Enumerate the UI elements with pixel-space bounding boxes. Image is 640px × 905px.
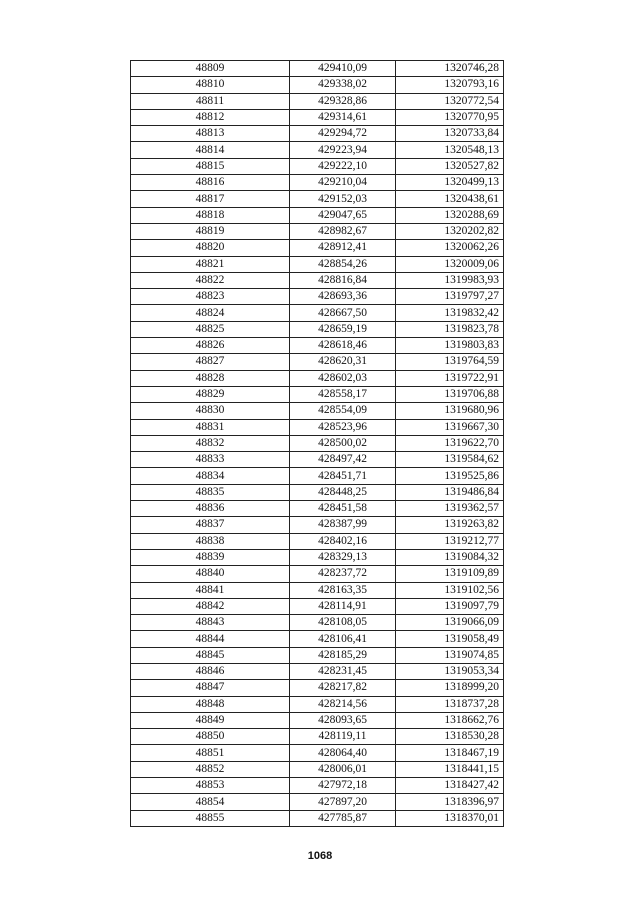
point-id-cell: 48849 xyxy=(131,712,290,728)
x-coordinate-cell: 429210,04 xyxy=(290,175,396,191)
x-coordinate-cell: 429047,65 xyxy=(290,207,396,223)
x-coordinate-cell: 429314,61 xyxy=(290,109,396,125)
table-row xyxy=(131,517,504,533)
point-id-cell: 48852 xyxy=(131,761,290,777)
point-id-cell: 48830 xyxy=(131,403,290,419)
y-coordinate-cell: 1319764,59 xyxy=(396,354,504,370)
table-row xyxy=(131,663,504,679)
table-row xyxy=(131,191,504,207)
x-coordinate-cell: 427897,20 xyxy=(290,794,396,810)
x-coordinate-cell: 428523,96 xyxy=(290,419,396,435)
table-row xyxy=(131,142,504,158)
x-coordinate-cell: 428064,40 xyxy=(290,745,396,761)
table-row xyxy=(131,370,504,386)
y-coordinate-cell: 1320793,16 xyxy=(396,77,504,93)
page-number: 1068 xyxy=(307,850,333,862)
y-coordinate-cell: 1320527,82 xyxy=(396,158,504,174)
table-row xyxy=(131,403,504,419)
point-id-cell: 48851 xyxy=(131,745,290,761)
x-coordinate-cell: 428667,50 xyxy=(290,305,396,321)
x-coordinate-cell: 429223,94 xyxy=(290,142,396,158)
y-coordinate-cell: 1318530,28 xyxy=(396,729,504,745)
table-row xyxy=(131,615,504,631)
y-coordinate-cell: 1319525,86 xyxy=(396,468,504,484)
x-coordinate-cell: 428854,26 xyxy=(290,256,396,272)
x-coordinate-cell: 428237,72 xyxy=(290,566,396,582)
point-id-cell: 48840 xyxy=(131,566,290,582)
coordinates-table-body xyxy=(131,61,504,827)
point-id-cell: 48831 xyxy=(131,419,290,435)
table-row xyxy=(131,223,504,239)
x-coordinate-cell: 428659,19 xyxy=(290,321,396,337)
point-id-cell: 48817 xyxy=(131,191,290,207)
y-coordinate-cell: 1318467,19 xyxy=(396,745,504,761)
y-coordinate-cell: 1320770,95 xyxy=(396,109,504,125)
y-coordinate-cell: 1319109,89 xyxy=(396,566,504,582)
table-row xyxy=(131,272,504,288)
point-id-cell: 48815 xyxy=(131,158,290,174)
point-id-cell: 48820 xyxy=(131,240,290,256)
table-row xyxy=(131,647,504,663)
table-row xyxy=(131,549,504,565)
point-id-cell: 48819 xyxy=(131,223,290,239)
x-coordinate-cell: 428217,82 xyxy=(290,680,396,696)
y-coordinate-cell: 1319102,56 xyxy=(396,582,504,598)
x-coordinate-cell: 428618,46 xyxy=(290,338,396,354)
point-id-cell: 48821 xyxy=(131,256,290,272)
table-row xyxy=(131,240,504,256)
y-coordinate-cell: 1320548,13 xyxy=(396,142,504,158)
x-coordinate-cell: 429338,02 xyxy=(290,77,396,93)
point-id-cell: 48827 xyxy=(131,354,290,370)
table-row xyxy=(131,452,504,468)
point-id-cell: 48811 xyxy=(131,93,290,109)
y-coordinate-cell: 1319803,83 xyxy=(396,338,504,354)
table-row xyxy=(131,810,504,826)
x-coordinate-cell: 427972,18 xyxy=(290,778,396,794)
y-coordinate-cell: 1318999,20 xyxy=(396,680,504,696)
x-coordinate-cell: 427785,87 xyxy=(290,810,396,826)
y-coordinate-cell: 1318441,15 xyxy=(396,761,504,777)
table-row xyxy=(131,484,504,500)
table-row xyxy=(131,598,504,614)
table-row xyxy=(131,533,504,549)
point-id-cell: 48846 xyxy=(131,663,290,679)
x-coordinate-cell: 429410,09 xyxy=(290,61,396,77)
table-row xyxy=(131,501,504,517)
table-row xyxy=(131,321,504,337)
y-coordinate-cell: 1320062,26 xyxy=(396,240,504,256)
point-id-cell: 48813 xyxy=(131,126,290,142)
point-id-cell: 48828 xyxy=(131,370,290,386)
table-row xyxy=(131,761,504,777)
x-coordinate-cell: 429222,10 xyxy=(290,158,396,174)
table-row xyxy=(131,126,504,142)
y-coordinate-cell: 1319584,62 xyxy=(396,452,504,468)
x-coordinate-cell: 428185,29 xyxy=(290,647,396,663)
point-id-cell: 48854 xyxy=(131,794,290,810)
table-row xyxy=(131,77,504,93)
y-coordinate-cell: 1319362,57 xyxy=(396,501,504,517)
table-row xyxy=(131,61,504,77)
point-id-cell: 48816 xyxy=(131,175,290,191)
coordinates-table-wrap xyxy=(130,60,504,827)
point-id-cell: 48822 xyxy=(131,272,290,288)
x-coordinate-cell: 428108,05 xyxy=(290,615,396,631)
point-id-cell: 48818 xyxy=(131,207,290,223)
point-id-cell: 48837 xyxy=(131,517,290,533)
y-coordinate-cell: 1318370,01 xyxy=(396,810,504,826)
y-coordinate-cell: 1319797,27 xyxy=(396,289,504,305)
y-coordinate-cell: 1319053,34 xyxy=(396,663,504,679)
x-coordinate-cell: 428554,09 xyxy=(290,403,396,419)
x-coordinate-cell: 428163,35 xyxy=(290,582,396,598)
table-row xyxy=(131,354,504,370)
y-coordinate-cell: 1319097,79 xyxy=(396,598,504,614)
point-id-cell: 48847 xyxy=(131,680,290,696)
point-id-cell: 48834 xyxy=(131,468,290,484)
y-coordinate-cell: 1319983,93 xyxy=(396,272,504,288)
y-coordinate-cell: 1318396,97 xyxy=(396,794,504,810)
y-coordinate-cell: 1319486,84 xyxy=(396,484,504,500)
point-id-cell: 48832 xyxy=(131,435,290,451)
point-id-cell: 48836 xyxy=(131,501,290,517)
y-coordinate-cell: 1318737,28 xyxy=(396,696,504,712)
y-coordinate-cell: 1319706,88 xyxy=(396,386,504,402)
x-coordinate-cell: 428448,25 xyxy=(290,484,396,500)
x-coordinate-cell: 429328,86 xyxy=(290,93,396,109)
point-id-cell: 48839 xyxy=(131,549,290,565)
y-coordinate-cell: 1320772,54 xyxy=(396,93,504,109)
x-coordinate-cell: 428119,11 xyxy=(290,729,396,745)
point-id-cell: 48824 xyxy=(131,305,290,321)
x-coordinate-cell: 428402,16 xyxy=(290,533,396,549)
table-row xyxy=(131,338,504,354)
x-coordinate-cell: 428114,91 xyxy=(290,598,396,614)
x-coordinate-cell: 428602,03 xyxy=(290,370,396,386)
y-coordinate-cell: 1319622,70 xyxy=(396,435,504,451)
x-coordinate-cell: 428693,36 xyxy=(290,289,396,305)
table-row xyxy=(131,207,504,223)
table-row xyxy=(131,566,504,582)
table-row xyxy=(131,109,504,125)
point-id-cell: 48850 xyxy=(131,729,290,745)
point-id-cell: 48843 xyxy=(131,615,290,631)
x-coordinate-cell: 428451,58 xyxy=(290,501,396,517)
point-id-cell: 48826 xyxy=(131,338,290,354)
y-coordinate-cell: 1320288,69 xyxy=(396,207,504,223)
x-coordinate-cell: 428214,56 xyxy=(290,696,396,712)
table-row xyxy=(131,582,504,598)
x-coordinate-cell: 428231,45 xyxy=(290,663,396,679)
point-id-cell: 48809 xyxy=(131,61,290,77)
point-id-cell: 48825 xyxy=(131,321,290,337)
table-row xyxy=(131,289,504,305)
point-id-cell: 48848 xyxy=(131,696,290,712)
x-coordinate-cell: 428006,01 xyxy=(290,761,396,777)
y-coordinate-cell: 1318662,76 xyxy=(396,712,504,728)
table-row xyxy=(131,745,504,761)
table-row xyxy=(131,158,504,174)
y-coordinate-cell: 1320009,06 xyxy=(396,256,504,272)
x-coordinate-cell: 428500,02 xyxy=(290,435,396,451)
x-coordinate-cell: 428451,71 xyxy=(290,468,396,484)
point-id-cell: 48845 xyxy=(131,647,290,663)
table-row xyxy=(131,696,504,712)
table-row xyxy=(131,729,504,745)
x-coordinate-cell: 428497,42 xyxy=(290,452,396,468)
point-id-cell: 48814 xyxy=(131,142,290,158)
table-row xyxy=(131,305,504,321)
x-coordinate-cell: 429152,03 xyxy=(290,191,396,207)
table-row xyxy=(131,680,504,696)
x-coordinate-cell: 428387,99 xyxy=(290,517,396,533)
table-row xyxy=(131,712,504,728)
point-id-cell: 48855 xyxy=(131,810,290,826)
table-row xyxy=(131,256,504,272)
x-coordinate-cell: 428982,67 xyxy=(290,223,396,239)
x-coordinate-cell: 428620,31 xyxy=(290,354,396,370)
point-id-cell: 48844 xyxy=(131,631,290,647)
y-coordinate-cell: 1319084,32 xyxy=(396,549,504,565)
table-row xyxy=(131,468,504,484)
y-coordinate-cell: 1320733,84 xyxy=(396,126,504,142)
table-row xyxy=(131,631,504,647)
point-id-cell: 48853 xyxy=(131,778,290,794)
x-coordinate-cell: 428329,13 xyxy=(290,549,396,565)
y-coordinate-cell: 1319823,78 xyxy=(396,321,504,337)
point-id-cell: 48812 xyxy=(131,109,290,125)
y-coordinate-cell: 1319058,49 xyxy=(396,631,504,647)
x-coordinate-cell: 428816,84 xyxy=(290,272,396,288)
x-coordinate-cell: 428912,41 xyxy=(290,240,396,256)
table-row xyxy=(131,435,504,451)
y-coordinate-cell: 1318427,42 xyxy=(396,778,504,794)
table-row xyxy=(131,794,504,810)
table-row xyxy=(131,93,504,109)
y-coordinate-cell: 1320499,13 xyxy=(396,175,504,191)
point-id-cell: 48829 xyxy=(131,386,290,402)
y-coordinate-cell: 1319680,96 xyxy=(396,403,504,419)
point-id-cell: 48823 xyxy=(131,289,290,305)
coordinates-table xyxy=(130,60,504,827)
x-coordinate-cell: 428106,41 xyxy=(290,631,396,647)
point-id-cell: 48833 xyxy=(131,452,290,468)
table-row xyxy=(131,175,504,191)
y-coordinate-cell: 1319066,09 xyxy=(396,615,504,631)
table-row xyxy=(131,778,504,794)
point-id-cell: 48838 xyxy=(131,533,290,549)
x-coordinate-cell: 428093,65 xyxy=(290,712,396,728)
y-coordinate-cell: 1319667,30 xyxy=(396,419,504,435)
x-coordinate-cell: 429294,72 xyxy=(290,126,396,142)
y-coordinate-cell: 1319263,82 xyxy=(396,517,504,533)
y-coordinate-cell: 1319722,91 xyxy=(396,370,504,386)
y-coordinate-cell: 1320746,28 xyxy=(396,61,504,77)
point-id-cell: 48841 xyxy=(131,582,290,598)
y-coordinate-cell: 1319212,77 xyxy=(396,533,504,549)
point-id-cell: 48810 xyxy=(131,77,290,93)
point-id-cell: 48835 xyxy=(131,484,290,500)
table-row xyxy=(131,386,504,402)
point-id-cell: 48842 xyxy=(131,598,290,614)
table-row xyxy=(131,419,504,435)
y-coordinate-cell: 1319832,42 xyxy=(396,305,504,321)
y-coordinate-cell: 1319074,85 xyxy=(396,647,504,663)
y-coordinate-cell: 1320202,82 xyxy=(396,223,504,239)
y-coordinate-cell: 1320438,61 xyxy=(396,191,504,207)
x-coordinate-cell: 428558,17 xyxy=(290,386,396,402)
